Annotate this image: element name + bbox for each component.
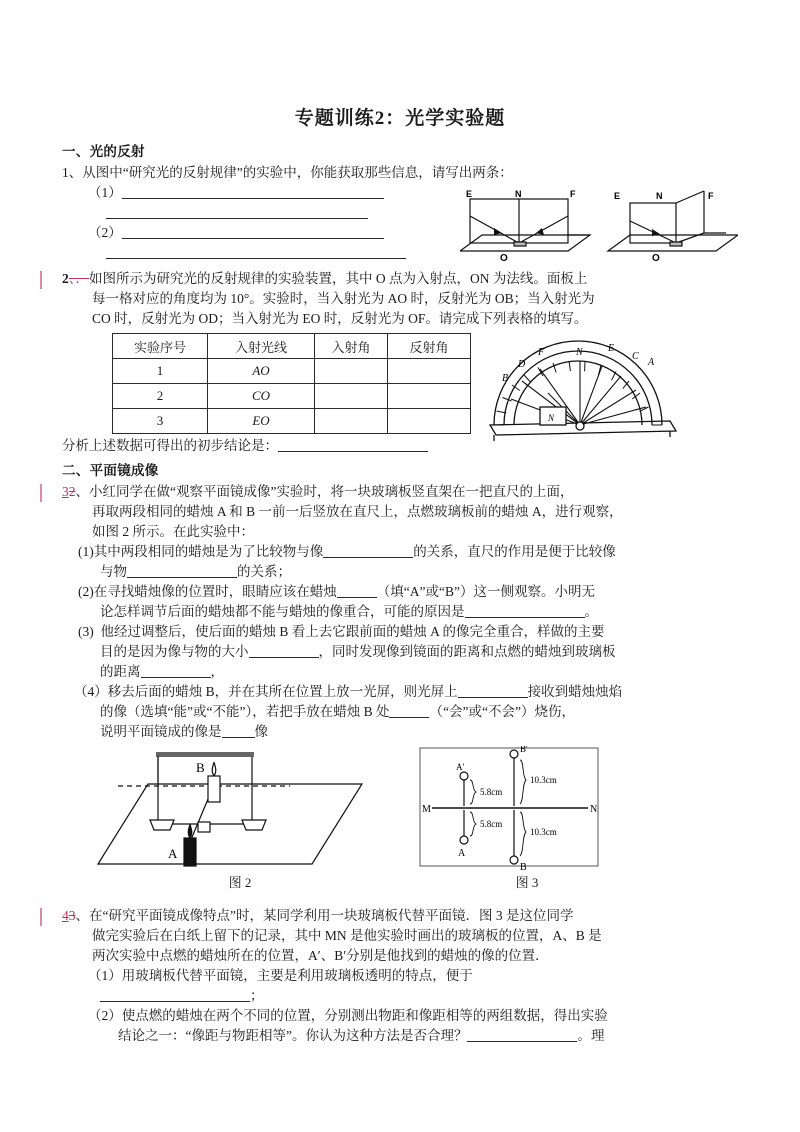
question-1-stem: 从图中“研究光的反射规律”的实验中，你能获取那些信息，请写出两条： [82,165,513,180]
answer-blank[interactable] [127,577,237,578]
question-3 [62,482,738,742]
cell-incident-angle[interactable] [315,359,388,384]
item-text-a: 在寻找蜡烛像的位置时，眼睛应该在蜡烛 [93,584,337,599]
label-F: F [708,191,714,201]
question-3-item-1 [62,542,738,562]
cell-incident-angle[interactable] [315,384,388,409]
question-2-line-3: CO 时，反射光为 OD；当入射光为 EO 时，反射光为 OF。请完成下列表格的填写。 [92,311,588,326]
label-E: E [466,189,473,199]
col-header-index: 实验序号 [113,334,208,359]
figures-row [62,746,738,904]
item-label-1: （1） [88,185,122,200]
document-body [62,140,738,1046]
question-4 [62,906,738,1046]
protractor-figure [480,333,680,443]
item-text-e: 说明平面镜成的像是 [100,724,222,739]
item-text-c: 与物 [100,564,127,579]
item-text-f: 像 [254,724,268,739]
col-header-reflect-angle: 反射角 [388,334,471,359]
answer-blank[interactable] [100,1001,250,1002]
figure-2-caption: 图 2 [228,875,252,890]
question-3-item-2-cont [62,602,738,622]
conclusion-label: 分析上述数据可得出的初步结论是： [62,438,278,453]
cell-ray: CO [208,384,315,409]
reflection-diagram-figure [460,189,738,279]
item-text-b: （填“A”或“B”）这一侧观察。小明无 [376,584,595,599]
answer-blank[interactable] [465,617,585,618]
answer-blank[interactable] [222,737,255,738]
question-4-item-1 [62,966,738,986]
dim-a-prime: 5.8cm [480,787,503,797]
table-row [113,359,471,384]
item-label: （1） [88,968,122,983]
col-header-incident-ray: 入射光线 [208,334,315,359]
label-B: B [196,760,205,775]
question-1 [62,163,738,263]
question-4-line-1 [62,906,738,926]
item-text-a: 使点燃的蜡烛在两个不同的位置，分别测出物距和像距相等的两组数据，得出实验 [121,1008,608,1023]
item-label: （2） [88,1008,122,1023]
question-2-number: 2 [62,271,69,286]
question-4-line-2: 做完实验后在白纸上留下的记录，其中 MN 是他实验时画出的玻璃板的位置，A、B 是 [92,928,602,943]
question-3-line-1 [62,482,738,502]
label-N: N [656,191,663,201]
label-D: D [518,359,526,370]
cell-ray: AO [208,359,315,384]
label-C: C [632,351,639,362]
answer-blank[interactable] [337,597,377,598]
cell-incident-angle[interactable] [315,409,388,434]
change-bar [40,271,42,289]
item-text-a: 移去后面的蜡烛 B，并在其所在位置上放一光屏，则光屏上 [107,684,458,699]
item-text-d: 的关系； [237,564,291,579]
question-2-number-inserted: ． [75,271,89,286]
question-4-item-2-cont [62,1026,738,1046]
question-1-text [62,163,738,183]
item-text-a: 他经过调整后，使后面的蜡烛 B 看上去它跟前面的蜡烛 A 的像完全重合，样做的主要 [100,624,605,639]
answer-blank[interactable] [122,198,384,199]
item-text-c: 。理 [577,1028,605,1043]
label-N-small: N [548,413,555,423]
cell-index: 2 [113,384,208,409]
table-row [113,409,471,434]
question-3-line-2: 再取两段相同的蜡烛 A 和 B 一前一后竖放在直尺上，点燃玻璃板前的蜡烛 A，进行观察， [92,504,623,519]
label-E: E [608,343,615,354]
experiment-table [112,333,471,434]
item-text-b: 的关系，直尺的作用是便于比较像 [413,544,616,559]
question-4-text-1: 在“研究平面镜成像特点”时，某同学利用一块玻璃板代替平面镜．图 3 是这位同学 [89,908,574,923]
answer-blank[interactable] [141,677,211,678]
change-bar [40,908,42,926]
label-M: M [422,804,431,815]
question-3-line-3: 如图 2 所示。在此实验中： [92,524,254,539]
question-4-item-2 [62,1006,738,1026]
label-N: N [590,804,598,815]
item-text-d: 。 [584,604,598,619]
question-2 [62,269,738,456]
figure-3-caption: 图 3 [515,875,539,890]
cell-reflect-angle[interactable] [388,384,471,409]
answer-blank[interactable] [249,657,319,658]
question-4-number-deleted: 3 [68,908,76,923]
item-label: （4） [74,684,108,699]
item-label: (2) [78,584,94,599]
question-3-item-3-cont1 [62,642,738,662]
section-heading-plane-mirror: 二、平面镜成像 [62,463,159,478]
question-4-item-1-cont [62,986,738,1006]
question-3-item-4 [62,682,738,702]
label-A: A [458,848,466,859]
label-B: B [520,862,527,873]
label-N: N [576,347,583,358]
answer-blank[interactable] [323,557,413,558]
question-1-number: 1、 [62,165,83,180]
dim-b: 10.3cm [530,827,557,837]
answer-blank[interactable] [458,697,528,698]
item-text-b: 接收到蜡烛烛焰 [527,684,623,699]
change-bar [40,484,42,502]
question-4-line-3: 两次实验中点燃的蜡烛所在的位置，A′、B′分别是他找到的蜡烛的像的位置． [92,948,549,963]
question-3-number-inserted: 3 [62,484,69,499]
answer-blank[interactable] [106,258,406,259]
col-header-incident-angle: 入射角 [315,334,388,359]
question-4-number-inserted: 4 [62,908,69,923]
item-text-b: 目的是因为像与物的大小 [100,644,249,659]
question-3-item-2 [62,582,738,602]
table-header-row [113,334,471,359]
item-text-b: ； [250,988,264,1003]
label-N: N [515,189,522,199]
cell-reflect-angle[interactable] [388,409,471,434]
item-text-c: 论怎样调节后面的蜡烛都不能与蜡烛的像重合，可能的原因是 [100,604,465,619]
label-B-prime: B′ [520,746,528,754]
answer-blank[interactable] [467,1041,577,1042]
item-text-a: 其中两段相同的蜡烛是为了比较物与像 [93,544,324,559]
label-F: F [538,347,545,358]
question-3-item-1-cont [62,562,738,582]
item-label: (1) [78,544,94,559]
answer-blank[interactable] [278,451,428,452]
item-label: (3) [78,624,94,639]
item-text-b: 结论之一：“像距与物距相等”。你认为这种方法是否合理？ [118,1028,468,1043]
item-text-e: ， [210,664,224,679]
item-text-d: 的距离 [100,664,141,679]
question-3-item-4-cont1 [62,702,738,722]
label-F: F [570,189,576,199]
item-text-c: 的像（选填“能”或“不能”），若把手放在蜡烛 B 处 [100,704,390,719]
question-3-number-tail: 、 [75,484,89,499]
cell-index: 3 [113,409,208,434]
question-3-number-deleted: 2 [68,484,76,499]
label-A: A [168,846,178,861]
cell-ray: EO [208,409,315,434]
section-heading-reflection: 一、光的反射 [62,144,145,159]
question-2-number-deleted: 、 [68,271,76,286]
item-text-d: （“会”或“不会”）烧伤， [429,704,575,719]
cell-reflect-angle[interactable] [388,359,471,384]
item-text-c: ，同时发现像到镜面的距离和点燃的蜡烛到玻璃板 [318,644,616,659]
question-3-item-4-cont2 [62,722,738,742]
label-A-prime: A′ [456,762,465,772]
page-title: 专题训练2：光学实验题 [294,108,506,129]
figure-3 [402,746,652,896]
table-row [113,384,471,409]
question-3-item-3 [62,622,738,642]
label-B: B [502,373,509,384]
answer-blank[interactable] [122,238,384,239]
item-label-2: （2） [88,225,122,240]
question-4-number-tail: 、 [75,908,89,923]
question-2-line-1 [62,269,738,289]
question-3-item-3-cont2 [62,662,738,682]
question-3-text-1: 小红同学在做“观察平面镜成像”实验时，将一块玻璃板竖直架在一把直尺的上面， [89,484,574,499]
label-O: O [500,253,508,264]
question-2-text-1: 如图所示为研究光的反射规律的实验装置，其中 O 点为入射点，ON 为法线。面板上 [89,271,588,286]
answer-blank[interactable] [106,218,368,219]
label-A: A [648,357,655,368]
item-text-a: 用玻璃板代替平面镜，主要是利用玻璃板透明的特点，便于 [121,968,473,983]
question-2-line-2: 每一格对应的角度均为 10°。实验时，当入射光为 AO 时，反射光为 OB；当入射光为 [92,291,595,306]
answer-blank[interactable] [389,717,429,718]
dim-b-prime: 10.3cm [530,775,557,785]
figure-2 [90,746,390,896]
label-E: E [614,191,621,201]
dim-a: 5.8cm [480,819,503,829]
cell-index: 1 [113,359,208,384]
label-O: O [652,253,660,264]
